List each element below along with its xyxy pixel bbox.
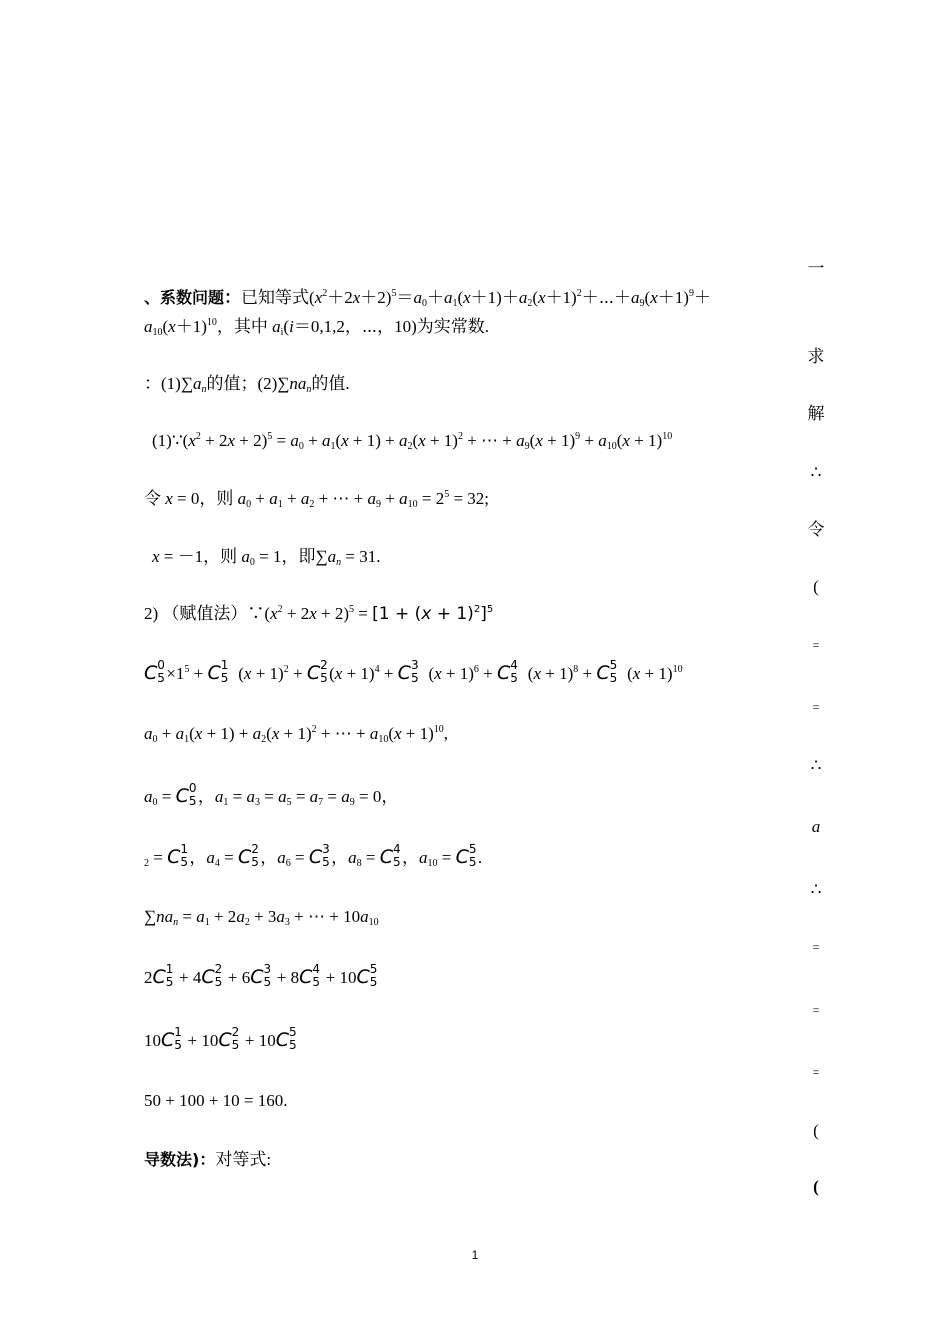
section-heading: 、系数问题	[144, 288, 225, 307]
solution-line-11: 10C 1 5 + 10C 2 5 + 10C 5 5	[144, 1025, 297, 1052]
question-line: ：$(1)\sum a_n$的值；$(2)\sum na_n$的值.	[144, 374, 350, 395]
section-heading-line: 、系数问题：已知等式$(x^2+2x+2)^5=a_0+a_1(x+1)+a_2(x+1)^2+\cdots+a_9(x+1)^9+$	[144, 288, 711, 309]
right-col-3: ∴	[810, 463, 822, 482]
solution-line-12: 50 + 100 + 10 = 160.	[144, 1091, 288, 1110]
right-col-5: (	[813, 577, 819, 596]
right-col-12: =	[812, 1003, 820, 1017]
right-col-4: 令	[807, 520, 825, 539]
right-col-15: (	[813, 1177, 819, 1196]
solution-line-1: $(1)\because(x^2 + 2x + 2)^5 = a_0 + a_1(x + 1) + a_2(x + 1)^2$ + ⋯ + $a_9(x + 1)^9 + a_{10}(x + 1)^{10}$	[152, 431, 673, 452]
right-col-0: 一	[807, 259, 825, 278]
right-col-9: a	[811, 817, 821, 836]
solution-line-7: $a_0 = C$ 0 5 ，$a_1 = a_3 = a_5 = a_7 = a_9 = 0$，	[144, 781, 399, 808]
solution-line-6: $a_0 + a_1(x + 1) + a_2(x + 1)^2$ + ⋯ + $a_{10}(x + 1)^{10}$,	[144, 724, 449, 745]
solution-line-5: C 0 5 $\times 1^5 + C$ 1 5 $(x + 1)^2 + C$ 2 5 $(x + 1)^4 + C$ 3 5 $(x + 1)^6 + C$ 4 5 $(x + 1)^8 + C$ 5 5 $(x + 1)^{10}$	[144, 658, 683, 685]
solution-line-3: x = －1，则 $a_0 = 1$，即$\sum a_n = 31$.	[152, 547, 381, 568]
right-col-7: =	[812, 700, 820, 714]
right-col-11: =	[812, 940, 820, 954]
right-col-14: (	[813, 1121, 819, 1140]
solution-line-10: 2C 1 5 + 4C 2 5 + 6C 3 5 + 8C 4 5 + 10C 5 5	[144, 962, 378, 989]
solution-line-4: 2) （赋值法）$\because(x^2 + 2x + 2)^5 = [1 + (x + 1)^2]^5$	[144, 604, 494, 624]
right-col-13: =	[812, 1065, 820, 1079]
solution-line-9: $\sum na_n = a_1 + 2a_2 + 3a_3$ + ⋯ + $10a_{10}$	[144, 907, 379, 928]
intro-line-2: $a_{10}(x+1)^{10}$，其中 $a_i(i=0,1,2$，⋯，10)为实常数.	[144, 317, 490, 338]
right-col-10: ∴	[810, 880, 822, 899]
right-col-1: 求	[807, 347, 825, 366]
solution-line-8: $_2$ = C 1 5 ，$a_4 = C$ 2 5 ，$a_6 = C$ 3 5 ，$a_8 = C$ 4 5 ，$a_{10} = C$ 5 5 .	[144, 842, 483, 869]
right-col-6: =	[812, 638, 820, 652]
derivative-method-label: 导数法)：	[144, 1150, 216, 1169]
derivative-method-text: 对等式:	[215, 1150, 272, 1169]
right-col-2: 解	[807, 404, 825, 423]
right-col-8: ∴	[810, 756, 822, 775]
solution-line-13	[144, 1149, 271, 1171]
solution-line-2: 令 x = 0，则 $a_0 + a_1 + a_2$ + ⋯ + $a_9 + a_{10} = 2^5 = 32$;	[144, 489, 490, 510]
page-number: 1	[471, 1248, 479, 1262]
